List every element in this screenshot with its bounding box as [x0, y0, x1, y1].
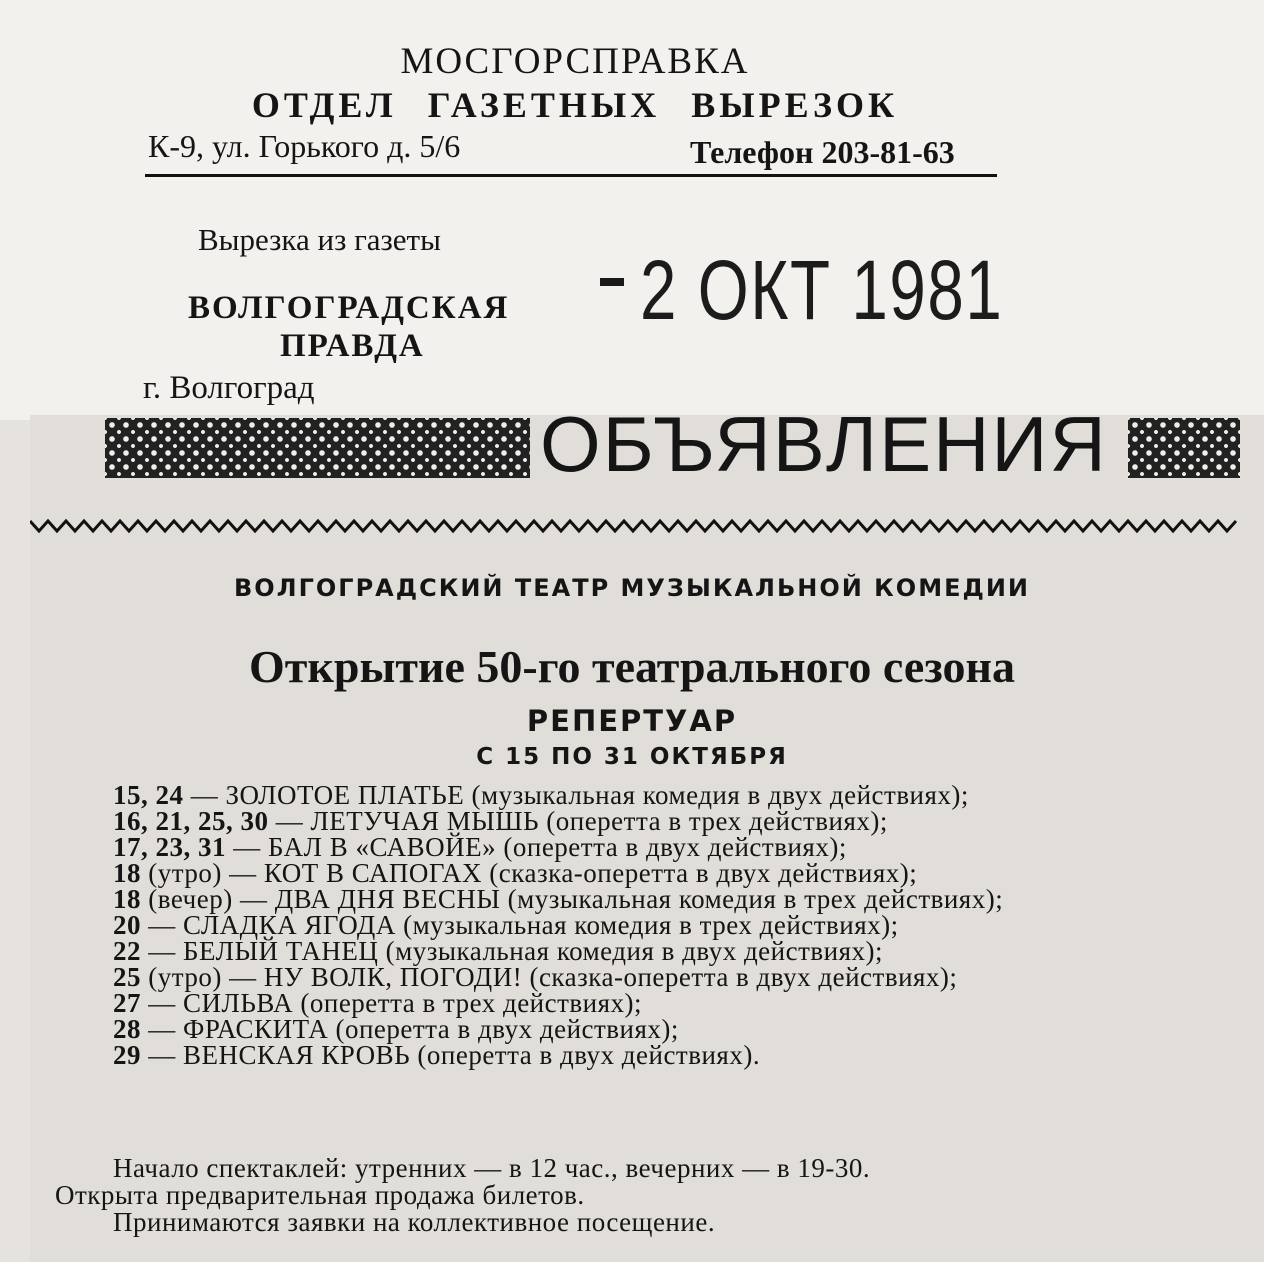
repertoire-title: — ВЕНСКАЯ КРОВЬ (оперетта в двух действиях). [148, 1040, 761, 1070]
repertoire-dates: 15, 24 [113, 780, 184, 810]
stamp-dash [600, 278, 624, 286]
repertoire-item [55, 938, 1215, 964]
repertoire-item [55, 1016, 1215, 1042]
repertoire-dates: 29 [113, 1040, 141, 1070]
repertoire-title: (вечер) — ДВА ДНЯ ВЕСНЫ (музыкальная комедия в трех действиях); [148, 884, 1004, 914]
newspaper-city: г. Волгоград [143, 370, 315, 406]
repertoire-item [55, 808, 1215, 834]
repertoire-dates: 25 [113, 962, 141, 992]
group-booking-note: Принимаются заявки на коллективное посещение. [113, 1207, 716, 1237]
repertoire-title: — ФРАСКИТА (оперетта в двух действиях); [148, 1014, 679, 1044]
repertoire-title: — ЗОЛОТОЕ ПЛАТЬЕ (музыкальная комедия в двух действиях); [190, 780, 969, 810]
repertoire-dates: 27 [113, 988, 141, 1018]
repertoire-title: — БЕЛЫЙ ТАНЕЦ (музыкальная комедия в двух действиях); [148, 936, 884, 966]
performance-info [55, 1155, 1215, 1236]
repertoire-item [55, 912, 1215, 938]
repertoire-dates: 20 [113, 910, 141, 940]
repertoire-title: (утро) — НУ ВОЛК, ПОГОДИ! (сказка-оперетта в двух действиях); [148, 962, 958, 992]
section-title: ОБЪЯВЛЕНИЯ [540, 400, 1108, 488]
repertoire-item [55, 834, 1215, 860]
header-divider [145, 174, 997, 177]
repertoire-title: — СЛАДКА ЯГОДА (музыкальная комедия в трех действиях); [148, 910, 899, 940]
repertoire-item [55, 990, 1215, 1016]
showtimes-note: Начало спектаклей: утренних — в 12 час., вечерних — в 19-30. [113, 1153, 871, 1183]
repertoire-list [55, 782, 1215, 1068]
ticket-sales-note: Открыта предварительная продажа билетов. [55, 1180, 585, 1210]
newspaper-name-line1: ВОЛГОГРАДСКАЯ [188, 290, 510, 326]
repertoire-heading: РЕПЕРТУАР [526, 704, 738, 738]
repertoire-dates: 16, 21, 25, 30 [113, 806, 269, 836]
wavy-divider [30, 518, 1240, 534]
repertoire-dates: 22 [113, 936, 141, 966]
ornament-right [1128, 418, 1240, 478]
agency-name: МОСГОРСПРАВКА [400, 41, 750, 82]
newspaper-name-line2: ПРАВДА [280, 328, 425, 364]
repertoire-dates: 18 [113, 858, 141, 888]
repertoire-title: — СИЛЬВА (оперетта в трех действиях); [148, 988, 643, 1018]
date-stamp: 2 ОКТ 1981 [640, 243, 1004, 337]
repertoire-dates: 17, 23, 31 [113, 832, 226, 862]
repertoire-title: — БАЛ В «САВОЙЕ» (оперетта в двух действиях); [233, 832, 847, 862]
repertoire-item [55, 1042, 1215, 1068]
clipping-label: Вырезка из газеты [198, 222, 441, 257]
repertoire-item [55, 860, 1215, 886]
repertoire-title: — ЛЕТУЧАЯ МЫШЬ (оперетта в трех действиях); [275, 806, 888, 836]
repertoire-period: С 15 ПО 31 ОКТЯБРЯ [476, 744, 788, 770]
repertoire-item [55, 886, 1215, 912]
repertoire-item [55, 964, 1215, 990]
repertoire-item [55, 782, 1215, 808]
agency-address: К-9, ул. Горького д. 5/6 [148, 128, 461, 164]
repertoire-title: (утро) — КОТ В САПОГАХ (сказка-оперетта в двух действиях); [148, 858, 918, 888]
department-name: ОТДЕЛ ГАЗЕТНЫХ ВЫРЕЗОК [251, 85, 899, 125]
repertoire-dates: 28 [113, 1014, 141, 1044]
season-opening-headline: Открытие 50-го театрального сезона [249, 641, 1015, 692]
agency-phone: Телефон 203-81-63 [690, 134, 955, 170]
ornament-left [105, 418, 530, 478]
theatre-name: ВОЛГОГРАДСКИЙ ТЕАТР МУЗЫКАЛЬНОЙ КОМЕДИИ [233, 574, 1031, 602]
repertoire-dates: 18 [113, 884, 141, 914]
